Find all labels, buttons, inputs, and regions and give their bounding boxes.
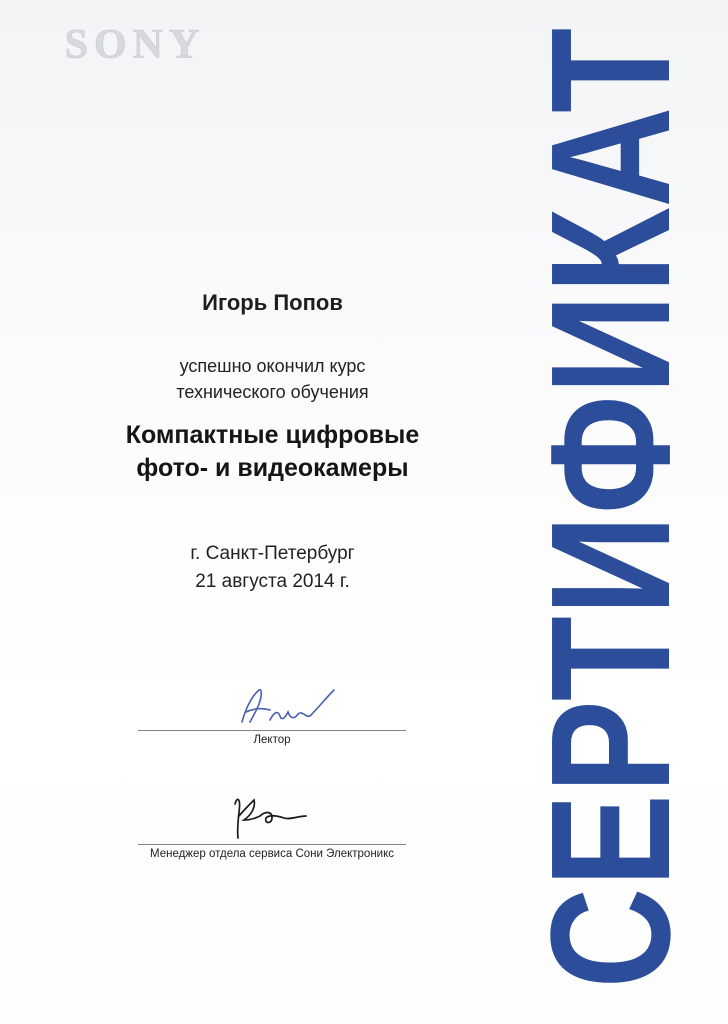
completion-line-2: технического обучения — [176, 382, 369, 403]
completion-line-1: успешно окончил курс — [179, 356, 366, 377]
manager-signature-line — [138, 844, 406, 845]
recipient-name: Игорь Попов — [202, 290, 343, 315]
manager-signature-icon — [138, 786, 406, 844]
manager-signature-block — [138, 786, 406, 860]
manager-caption: Менеджер отдела сервиса Сони Электроникс — [149, 848, 395, 860]
lecturer-signature-line — [138, 730, 406, 731]
lecturer-caption: Лектор — [253, 734, 291, 746]
place-and-date — [40, 540, 505, 596]
lecturer-signature-block — [138, 678, 406, 746]
course-title — [40, 419, 505, 485]
sony-logo — [30, 22, 240, 66]
certificate-title: СЕРТИФИКАТ — [516, 27, 706, 989]
lecturer-signature-icon — [138, 678, 406, 730]
date: 21 августа 2014 г. — [195, 571, 350, 593]
location: г. Санкт-Петербург — [190, 543, 355, 565]
svg-text:SONY: SONY — [64, 22, 206, 66]
sony-logo-icon — [30, 22, 240, 66]
course-title-line-1: Компактные цифровые — [125, 421, 420, 450]
completion-statement — [40, 353, 505, 405]
course-title-line-2: фото- и видеокамеры — [136, 454, 409, 483]
certificate-body — [40, 290, 505, 596]
